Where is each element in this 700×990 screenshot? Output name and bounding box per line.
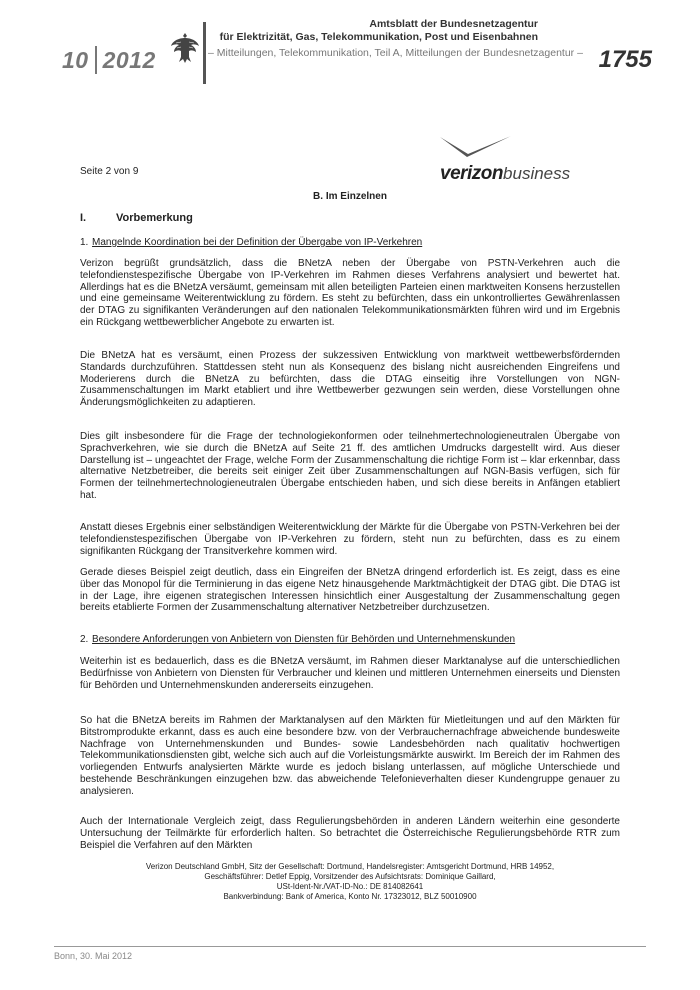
page-number: 1755 <box>598 46 652 73</box>
subsection-number: 2. <box>80 634 89 645</box>
gazette-title-line2: für Elektrizität, Gas, Telekommunikation, Post und Eisenbahnen <box>219 31 538 43</box>
logo-brand: verizon <box>440 163 504 184</box>
gazette-title-line1: Amtsblatt der Bundesnetzagentur <box>369 18 538 30</box>
subsection-number: 1. <box>80 237 89 248</box>
issue-number <box>62 46 156 74</box>
paragraph: Dies gilt insbesondere für die Frage der technologiekonformen oder teilnehmertechnologieneutralen Übergabe von Sprachverkehren, wie sie durch die BNetzA auf Seite 21 ff. des amtlichen Umdrucks dargestellt wird. Aus dieser Darstellung ist – ungeachtet der Frage, welche Form der Zusammenschaltung die richtige Form ist – klar erkennbar, dass alternative Netzbetreiber, die bereits seit einiger Zeit über Zusammenschaltungen auf NGN-Basis verfügen, sich für Formen der teilnehmertechnologieneutralen Übergabe entschieden haben, und sich diese bereits in Anfängen etabliert hat. <box>80 431 620 501</box>
subsection-heading <box>80 237 422 248</box>
page-info: Seite 2 von 9 <box>80 166 139 177</box>
federal-eagle-icon <box>170 30 200 64</box>
issue-number-value: 10 <box>62 47 89 73</box>
company-footer <box>80 862 620 902</box>
issue-divider <box>95 46 97 74</box>
chapter-number: I. <box>80 212 87 224</box>
subsection-title: Mangelnde Koordination bei der Definition der Übergabe von IP-Verkehren <box>92 237 423 248</box>
gazette-title <box>208 18 538 44</box>
gazette-subtitle: – Mitteilungen, Telekommunikation, Teil A, Mitteilungen der Bundesnetzagentur – <box>208 47 583 59</box>
header-divider <box>203 22 206 84</box>
issue-year: 2012 <box>102 47 156 73</box>
subsection-title: Besondere Anforderungen von Anbietern von Diensten für Behörden und Unternehmenskunden <box>92 634 516 645</box>
paragraph: Die BNetzA hat es versäumt, einen Prozess der sukzessiven Entwicklung von marktweit wettbewerbsfördernden Standards durchzuführen. Stattdessen steht nun als Konsequenz des bislang nicht ausreichenden Eingreifens und Moderierens durch die BNetzA zu befürchten, dass die DTAG einseitig ihre Vorstellungen von NGN-Zusammenschaltungen im Markt etabliert und ihre Wettbewerber gezwungen sein werden, diese Vorstellungen ohne Änderungsmöglichkeiten zu adaptieren. <box>80 350 620 409</box>
chapter-heading <box>80 212 193 224</box>
verizon-business-logo <box>440 163 570 185</box>
paragraph: Auch der Internationale Vergleich zeigt, dass Regulierungsbehörden in anderen Ländern weiterhin eine gesonderte Untersuchung der Teilmärkte für erforderlich halten. So betrachtet die Österreichische Regulierungsbehörde RTR zum Beispiel die Verfahren auf den Märkten <box>80 816 620 851</box>
footer-line: Bankverbindung: Bank of America, Konto Nr. 17323012, BLZ 50010900 <box>223 892 477 901</box>
paragraph: Anstatt dieses Ergebnis einer selbständigen Weiterentwicklung der Märkte für die Übergabe von PSTN-Verkehren bei der telefondienstespezifischen Übergabe von IP-Verkehren zu fördern, steht nun zu befürchten, dass es zu einem signifikanten Rückgang der Transitverkehre kommen wird. <box>80 522 620 557</box>
subsection-heading <box>80 634 515 645</box>
paragraph: Weiterhin ist es bedauerlich, dass es die BNetzA versäumt, im Rahmen dieser Marktanalyse auf die unterschiedlichen Bedürfnisse von Anbietern von Diensten für Verbraucher und kleinen und mittleren Unternehmen einerseits und Diensten für Behörden und Unternehmenskunden andererseits einzugehen. <box>80 656 620 691</box>
footer-line: Verizon Deutschland GmbH, Sitz der Gesellschaft: Dortmund, Handelsregister: Amtsgericht Dortmund, HRB 14952, <box>145 862 555 871</box>
chapter-title: Vorbemerkung <box>116 212 193 224</box>
paragraph: Verizon begrüßt grundsätzlich, dass die BNetzA neben der Übergabe von PSTN-Verkehren auch die telefondienstespezifische Übergabe von IP-Verkehren im Rahmen dieses Verfahrens analysiert und bewertet hat. Allerdings hat es die BNetzA versäumt, gemeinsam mit allen beteiligten Parteien einen marktweiten Konsens herzustellen und eine gemeinsame Weiterentwicklung zu fördern. Es steht zu befürchten, dass ein unkontrolliertes Gewährenlassen der DTAG zu signifikanten Veränderungen auf den nationalen Telekommunikationsmärkten führen wird und im Ergebnis ein Rückgang wettbewerblicher Angebote zu erwarten ist. <box>80 258 620 328</box>
paragraph: Gerade dieses Beispiel zeigt deutlich, dass ein Eingreifen der BNetzA dringend erforderlich ist. Es zeigt, dass es eine über das Monopol für die Terminierung in das eigene Netz hinausgehende Marktmächtigkeit der DTAG gibt. Die DTAG ist in der Lage, ihre eigenen strategischen Interessen hinsichtlich einer Ausgestaltung der Zusammenschaltung gegen bereits etablierte Formen der Zusammenschaltung alternativer Netzbetreiber durchzusetzen. <box>80 567 620 614</box>
section-heading: B. Im Einzelnen <box>313 191 387 202</box>
bottom-rule <box>54 946 646 947</box>
logo-suffix: business <box>503 164 571 183</box>
paragraph: So hat die BNetzA bereits im Rahmen der Marktanalysen auf den Märkten für Mietleitungen und auf den Märkten für Bitstromprodukte erkannt, dass es auch eine besondere bzw. von der Verbrauchernachfrage abweichende bundesweite Nachfrage von Unternehmenskunden und Bundes- sowie Landesbehörden nach qualitativ hochwertigen Telekommunikationsdiensten gibt, welche sich auch auf die Vorleistungsmärkte auswirkt. Im Bereich der im Rahmen des vorliegenden Entwurfs analysierten Märkte wurde es jedoch bislang unterlassen, auf mögliche Unterschiede und bestehende Beschränkungen einzugehen bzw. das abweichende Telefonieverhalten dieser Kundengruppe genauer zu analysieren. <box>80 715 620 797</box>
footer-line: Geschäftsführer: Detlef Eppig, Vorsitzender des Aufsichtsrats: Dominique Gaillard, <box>204 872 496 881</box>
footer-line: USt-Ident-Nr./VAT-ID-No.: DE 814082641 <box>276 882 424 891</box>
issue-date: Bonn, 30. Mai 2012 <box>54 951 133 961</box>
